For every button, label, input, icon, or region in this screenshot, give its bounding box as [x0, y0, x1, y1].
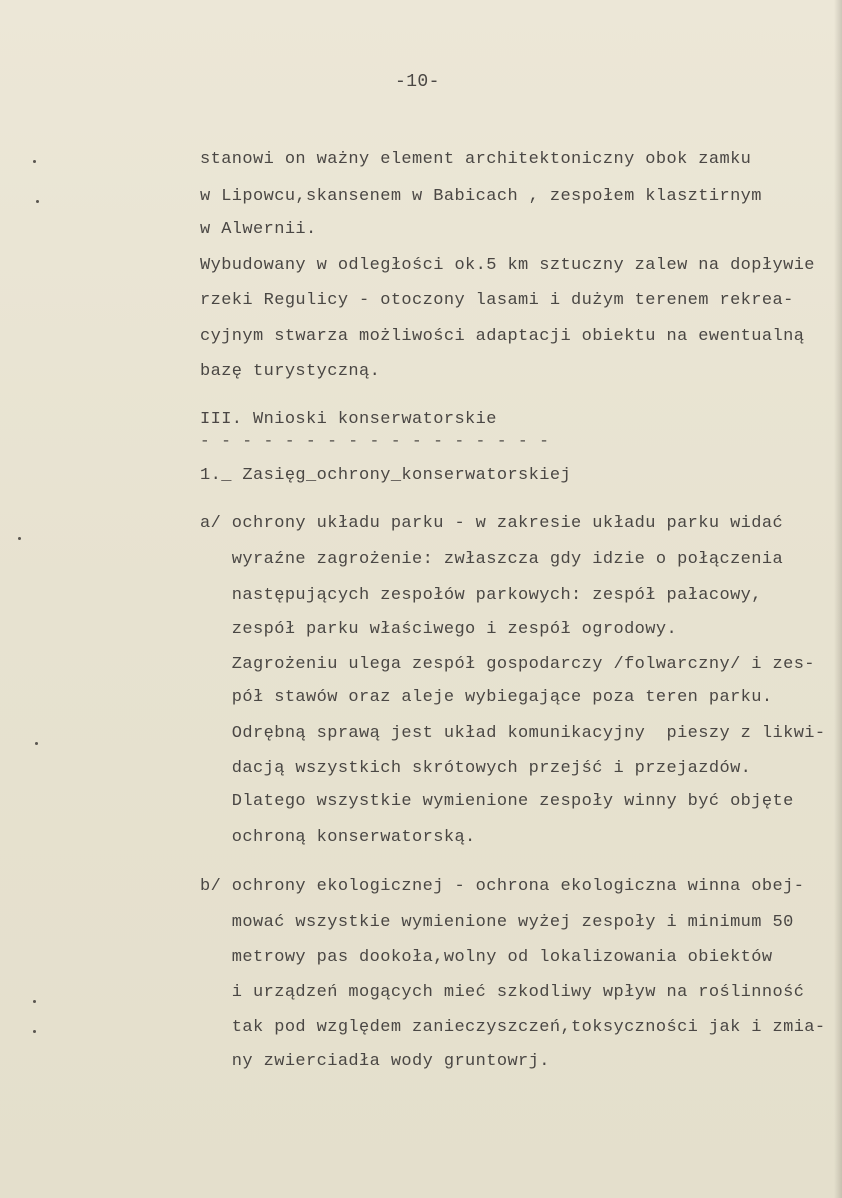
text-line: w Alwernii.	[200, 220, 317, 239]
paragraph-a-line: a/ ochrony układu parku - w zakresie układu parku widać	[200, 514, 784, 533]
paragraph-a-line: ochroną konserwatorską.	[200, 828, 476, 847]
margin-speck	[33, 160, 36, 163]
text-line: stanowi on ważny element architektoniczny obok zamku	[200, 150, 752, 169]
paragraph-a-line: Odrębną sprawą jest układ komunikacyjny pieszy z likwi-	[200, 724, 826, 743]
subheading: 1._ Zasięg_ochrony_konserwatorskiej	[200, 466, 572, 485]
paragraph-a-line: następujących zespołów parkowych: zespół pałacowy,	[200, 586, 762, 605]
paragraph-a-line: zespół parku właściwego i zespół ogrodowy.	[200, 620, 678, 639]
page-edge-shadow	[834, 0, 842, 1198]
paragraph-b-line: metrowy pas dookoła,wolny od lokalizowania obiektów	[200, 948, 773, 967]
paragraph-b-line: ny zwierciadła wody gruntowrj.	[200, 1052, 550, 1071]
text-line: rzeki Regulicy - otoczony lasami i dużym terenem rekrea-	[200, 291, 794, 310]
section-heading-rule: - - - - - - - - - - - - - - - - -	[200, 432, 550, 450]
paragraph-a-line: pół stawów oraz aleje wybiegające poza teren parku.	[200, 688, 773, 707]
text-line: bazę turystyczną.	[200, 362, 381, 381]
paragraph-a-line: dacją wszystkich skrótowych przejść i przejazdów.	[200, 759, 752, 778]
text-line: cyjnym stwarza możliwości adaptacji obiektu na ewentualną	[200, 327, 805, 346]
paragraph-b-line: mować wszystkie wymienione wyżej zespoły i minimum 50	[200, 913, 794, 932]
paragraph-a-line: wyraźne zagrożenie: zwłaszcza gdy idzie o połączenia	[200, 550, 784, 569]
paragraph-a-line: Dlatego wszystkie wymienione zespoły winny być objęte	[200, 792, 794, 811]
margin-speck	[36, 200, 39, 203]
text-line: w Lipowcu,skansenem w Babicach , zespołem klasztirnym	[200, 187, 762, 206]
paragraph-a-line: Zagrożeniu ulega zespół gospodarczy /folwarczny/ i zes-	[200, 655, 815, 674]
section-heading: III. Wnioski konserwatorskie	[200, 410, 497, 429]
paragraph-b-line: tak pod względem zanieczyszczeń,toksyczności jak i zmia-	[200, 1018, 826, 1037]
paragraph-b-line: b/ ochrony ekologicznej - ochrona ekologiczna winna obej-	[200, 877, 805, 896]
page-number: -10-	[395, 72, 440, 92]
text-line: Wybudowany w odległości ok.5 km sztuczny zalew na dopływie	[200, 256, 815, 275]
margin-speck	[33, 1000, 36, 1003]
paragraph-b-line: i urządzeń mogących mieć szkodliwy wpływ na roślinność	[200, 983, 805, 1002]
margin-speck	[35, 742, 38, 745]
margin-speck	[33, 1030, 36, 1033]
margin-speck	[18, 537, 21, 540]
